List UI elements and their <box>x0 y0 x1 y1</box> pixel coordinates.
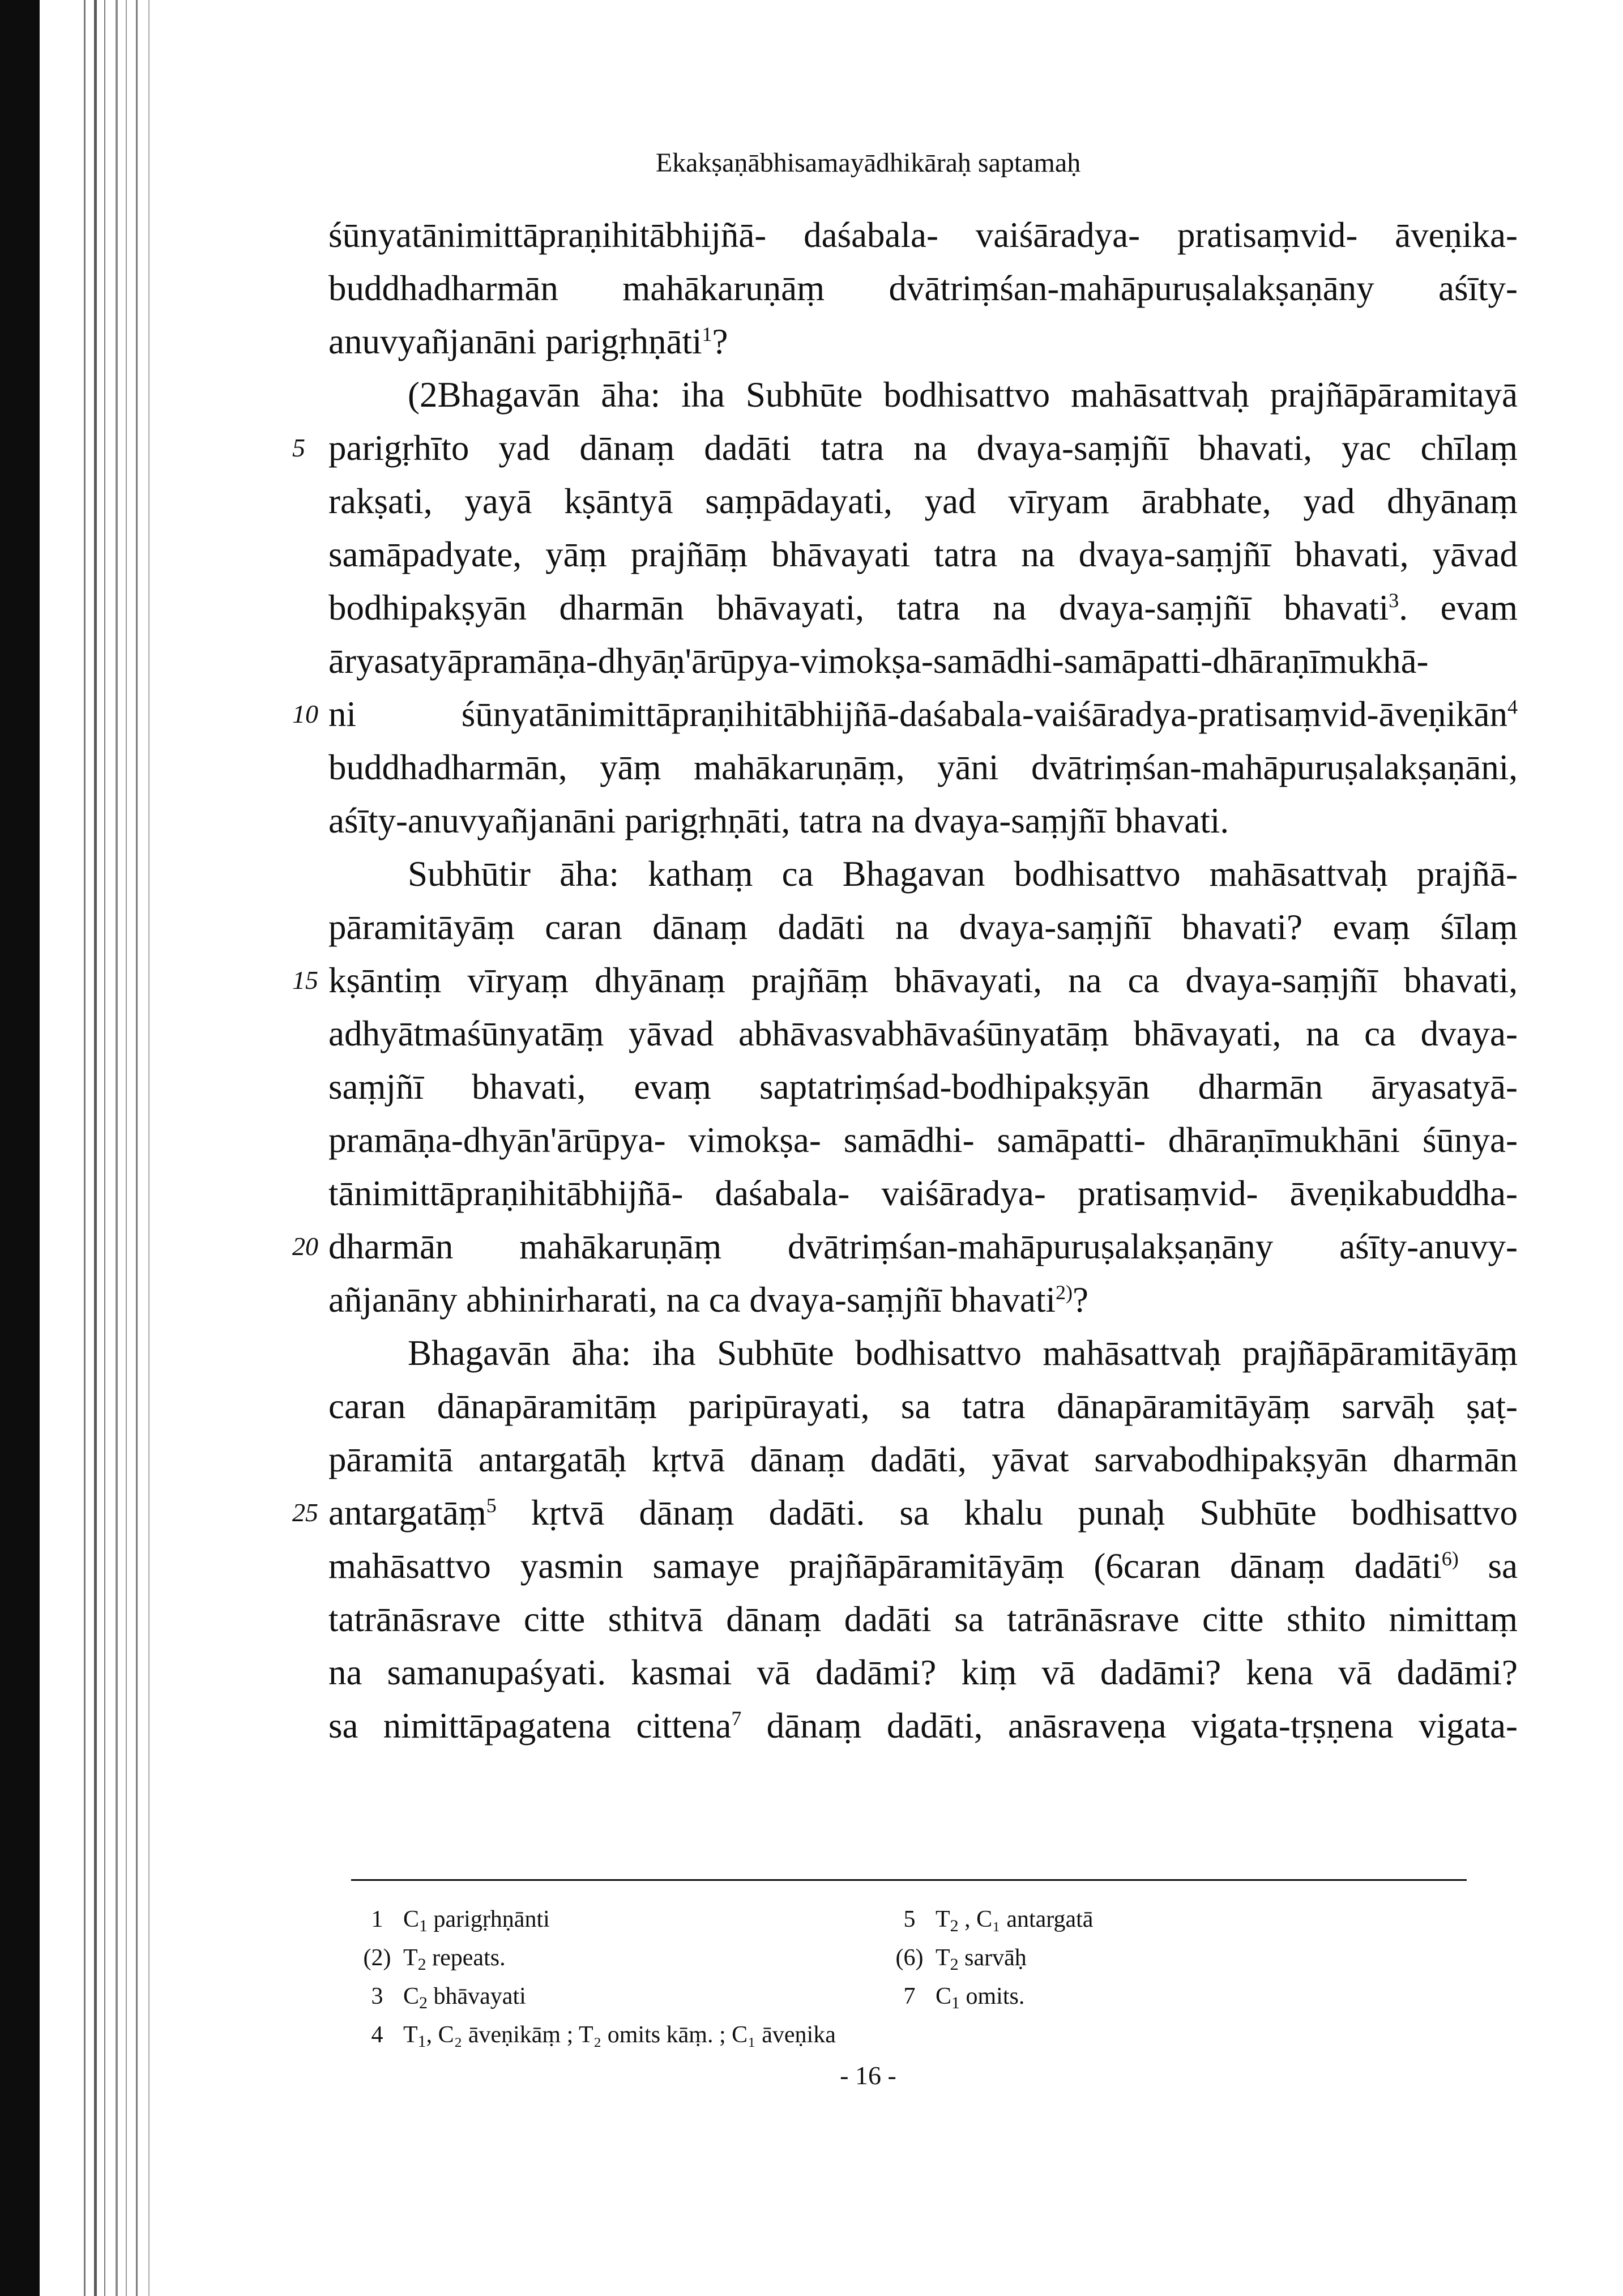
footnote-ref: 3 <box>1389 589 1399 612</box>
text-line: samāpadyate, yāṃ prajñāṃ bhāvayati tatra na dvaya-saṃjñī bhavati, yāvad <box>328 535 1518 574</box>
text-line: śūnyatānimittāpraṇihitābhijñā- daśabala- vaiśāradya- pratisaṃvid- āveṇika- <box>328 215 1518 255</box>
binding-shadow <box>126 0 127 2296</box>
text-line: sa nimittāpagatena cittena$^7$ dānaṃ dadāti, anāsraveṇa vigata-tṛṣṇena vigata- <box>328 1706 1518 1746</box>
body-text <box>292 208 1518 1752</box>
text-line: āryasatyāpramāṇa-dhyāṇ'ārūpya-vimokṣa-samādhi-samāpatti-dhāraṇīmukhā- <box>328 641 1429 681</box>
binding-shadow <box>94 0 97 2296</box>
text-line: tānimittāpraṇihitābhijñā- daśabala- vaiśāradya- pratisaṃvid- āveṇikabuddha- <box>328 1173 1518 1213</box>
text-line: Bhagavān āha: iha Subhūte bodhisattvo mahāsattvaḥ prajñāpāramitāyāṃ <box>408 1333 1518 1373</box>
text-line: bodhipakṣyān dharmān bhāvayati, tatra na dvaya-saṃjñī bhavati$^3$. evam <box>328 588 1518 628</box>
page-number: - 16 - <box>840 2061 896 2090</box>
text-line: adhyātmaśūnyatāṃ yāvad abhāvasvabhāvaśūnyatāṃ bhāvayati, na ca dvaya- <box>328 1014 1518 1053</box>
text-line: na samanupaśyati. kasmai vā dadāmi? kiṃ vā dadāmi? kena vā dadāmi? <box>328 1653 1518 1692</box>
text-line: tatrānāsrave citte sthitvā dānaṃ dadāti sa tatrānāsrave citte sthito nimittaṃ <box>328 1599 1518 1639</box>
footnote-ref: 6) <box>1441 1547 1459 1570</box>
footnote: 4 $T_1$, C₂ āveṇikāṃ ; T₂ omits kāṃ. ; C₁ āveṇika <box>371 2022 836 2051</box>
running-header: Ekakṣaṇābhisamayādhikāraḥ saptamaḥ <box>655 148 1081 178</box>
line-number: 10 <box>292 699 318 728</box>
text-line: caran dānapāramitāṃ paripūrayati, sa tatra dānapāramitāyāṃ sarvāḥ ṣaṭ- <box>328 1386 1518 1426</box>
text-line: mahāsattvo yasmin samaye prajñāpāramitāyāṃ (6caran dānaṃ dadāti$^{6)}$ sa <box>328 1546 1518 1586</box>
footnote-ref: 1 <box>702 323 712 345</box>
text-line: anuvyañjanāni parigṛhṇāti$^1$? <box>328 322 728 361</box>
line-number: 20 <box>292 1232 318 1261</box>
binding-shadow <box>148 0 150 2296</box>
line-number: 5 <box>292 433 305 462</box>
text-line: pāramitā antargatāḥ kṛtvā dānaṃ dadāti, yāvat sarvabodhipakṣyān dharmān <box>328 1440 1518 1479</box>
binding-shadow <box>104 0 105 2296</box>
binding-shadow <box>84 0 86 2296</box>
text-line: 15 kṣāntiṃ vīryaṃ dhyānaṃ prajñāṃ bhāvayati, na ca dvaya-saṃjñī bhavati, <box>328 954 1518 1007</box>
text-line: aśīty-anuvyañjanāni parigṛhṇāti, tatra na dvaya-saṃjñī bhavati. <box>328 801 1229 840</box>
footnote: 1 $C_1$ parigṛhṇānti <box>371 1906 550 1935</box>
text-line: pramāṇa-dhyān'ārūpya- vimokṣa- samādhi- samāpatti- dhāraṇīmukhāni śūnya- <box>328 1120 1518 1160</box>
text-line: Subhūtir āha: kathaṃ ca Bhagavan bodhisattvo mahāsattvaḥ prajñā- <box>408 854 1518 894</box>
text-line: (2Bhagavān āha: iha Subhūte bodhisattvo mahāsattvaḥ prajñāpāramitayā <box>408 375 1518 415</box>
footnote-rule <box>351 1879 1467 1881</box>
binding-shadow <box>136 0 138 2296</box>
footnote: 7 $C_1$ omits. <box>903 1983 1025 2012</box>
footnote: (2) $T_2$ repeats. <box>363 1945 506 1974</box>
text-line: 25 antargatāṃ$^5$ kṛtvā dānaṃ dadāti. sa khalu punaḥ Subhūte bodhisattvo <box>328 1486 1518 1539</box>
text-line: buddhadharmān mahākaruṇāṃ dvātriṃśan-mahāpuruṣalakṣaṇāny aśīty- <box>328 268 1518 308</box>
footnote-ref: 5 <box>486 1494 497 1517</box>
text-line: pāramitāyāṃ caran dānaṃ dadāti na dvaya-saṃjñī bhavati? evaṃ śīlaṃ <box>328 907 1518 947</box>
footnote-ref: 2) <box>1055 1281 1073 1304</box>
text-line: 5 parigṛhīto yad dānaṃ dadāti tatra na dvaya-saṃjñī bhavati, yac chīlaṃ <box>328 421 1518 475</box>
text-line: añjanāny abhinirharati, na ca dvaya-saṃjñī bhavati$^{2)}$? <box>328 1280 1088 1320</box>
footnote: 5 $T_2$ , C₁ antargatā <box>903 1906 1094 1935</box>
text-line: saṃjñī bhavati, evaṃ saptatriṃśad-bodhipakṣyān dharmān āryasatyā- <box>328 1067 1518 1107</box>
footnote: (6) $T_2$ sarvāḥ <box>895 1945 1027 1974</box>
line-number: 15 <box>292 966 318 995</box>
text-line: 20 dharmān mahākaruṇāṃ dvātriṃśan-mahāpuruṣalakṣaṇāny aśīty-anuvy- <box>328 1220 1518 1273</box>
line-number: 25 <box>292 1498 318 1527</box>
footnote-ref: 7 <box>731 1707 742 1730</box>
binding-shadow <box>116 0 118 2296</box>
scan-edge-bar <box>0 0 40 2296</box>
text-line: 10 ni śūnyatānimittāpraṇihitābhijñā-daśabala-vaiśāradya-pratisaṃvid-āveṇikān$^4$ <box>328 688 1518 741</box>
text-line: rakṣati, yayā kṣāntyā saṃpādayati, yad vīryam ārabhate, yad dhyānaṃ <box>328 481 1518 521</box>
text-line: buddhadharmān, yāṃ mahākaruṇāṃ, yāni dvātriṃśan-mahāpuruṣalakṣaṇāni, <box>328 748 1518 787</box>
footnote-ref: 4 <box>1507 695 1518 718</box>
footnote: 3 $C_2$ bhāvayati <box>371 1983 526 2012</box>
